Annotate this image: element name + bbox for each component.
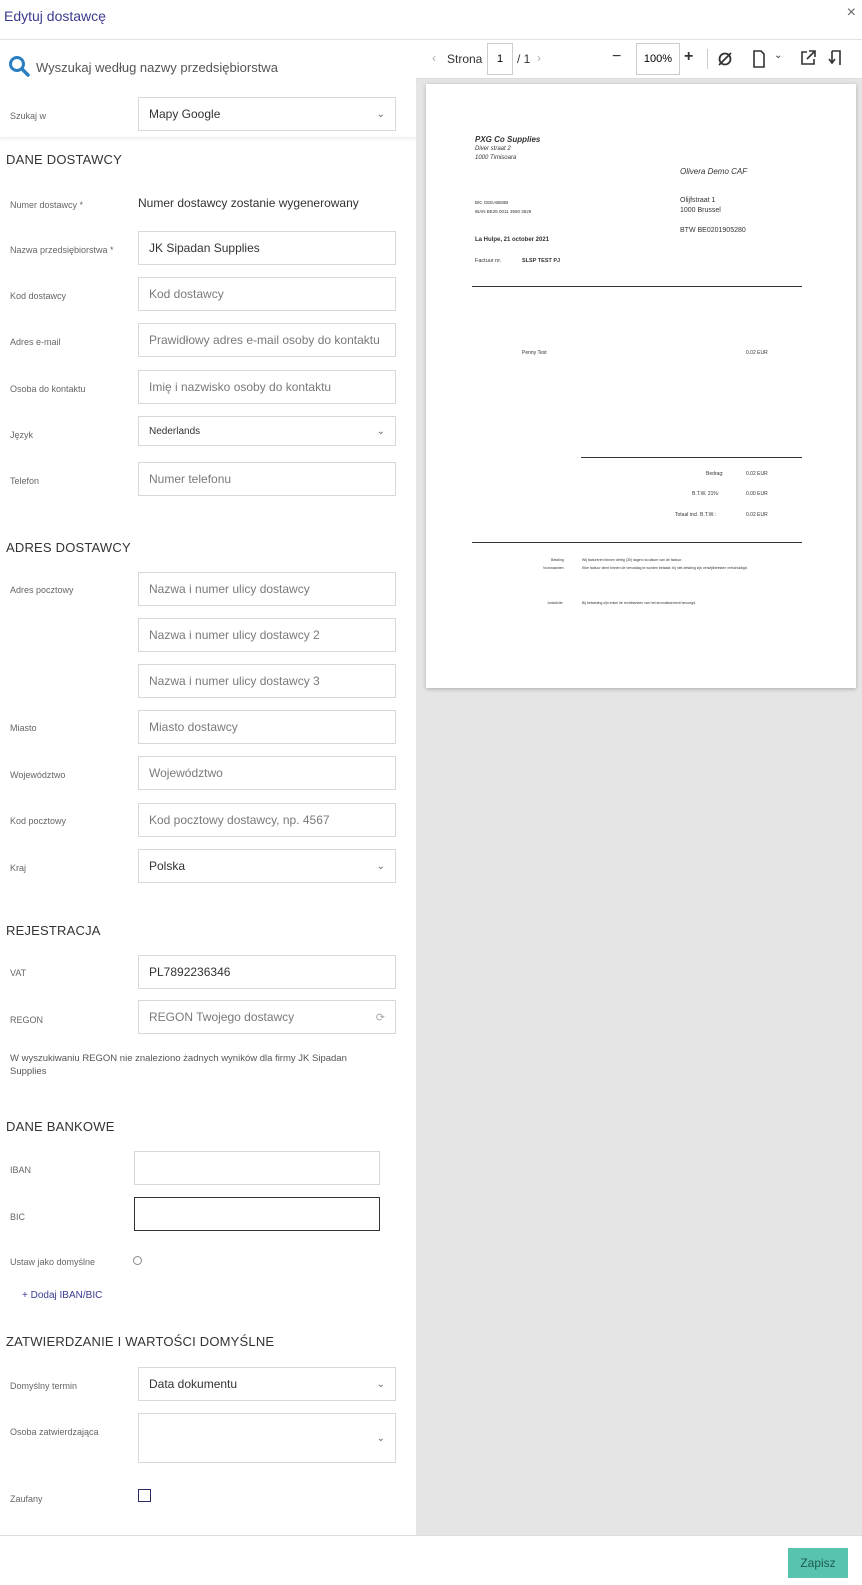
country-select[interactable] [138,849,396,883]
regon-note: W wyszukiwaniu REGON nie znaleziono żadnych wyników dla firmy JK Sipadan Supplies [10,1053,347,1077]
supplier-form [0,41,416,1535]
refresh-icon[interactable]: ⟳ [375,1011,385,1024]
phone-label: Telefon [10,476,40,486]
supplier-code-input[interactable] [138,277,396,311]
approver-label: Osoba zatwierdzająca [10,1427,99,1437]
approval-section-title: ZATWIERDZANIE I WARTOŚCI DOMYŚLNE [6,1334,275,1349]
invoice-sender-city: 1000 Timisoara [475,155,517,161]
search-scope-select[interactable] [138,97,396,131]
company-search-input[interactable] [36,56,396,78]
invoice-sender-street: Diver straat 2 [475,146,511,152]
iban-input[interactable] [134,1151,380,1185]
contact-label: Osoba do kontaktu [10,384,86,394]
terms-label-conditions: Voorwaarden [543,566,564,570]
invoice-totals-divider [581,457,802,458]
page-input[interactable] [487,43,513,75]
default-radio[interactable] [133,1256,142,1265]
invoice-number: SLSP TEST PJ [522,258,561,264]
regon-placeholder: REGON Twojego dostawcy [149,1010,295,1024]
iban-label: IBAN [10,1165,32,1175]
next-page-icon[interactable]: › [537,51,541,65]
language-label: Język [10,430,34,440]
zoom-input[interactable] [636,43,680,75]
zoom-in-icon[interactable]: + [684,48,694,65]
regon-field[interactable] [138,1000,396,1034]
invoice-divider [472,286,802,287]
country-value: Polska [149,859,186,873]
zip-label: Kod pocztowy [10,816,67,826]
chevron-down-icon[interactable]: ⌄ [774,50,783,61]
language-value: Nederlands [149,425,201,437]
contact-input[interactable] [138,370,396,404]
invoice-page [426,84,856,688]
bank-section-title: DANE BANKOWE [6,1119,115,1134]
zip-input[interactable] [138,803,396,837]
terms-text-jurisdiction: Bij betwisting zijn enkel de rechtbanken van het arrondissement bevoegd. [582,601,697,605]
zoom-out-icon[interactable]: − [612,48,622,65]
supplier-number-value: Numer dostawcy zostanie wygenerowany [138,196,359,210]
vat-label: VAT [10,968,27,978]
chevron-down-icon: ⌄ [376,860,385,872]
page-total: / 1 [517,52,531,66]
supplier-number-label: Numer dostawcy * [10,200,84,210]
invoice-bic: BIC GEEABEBB [475,200,509,205]
prev-page-icon[interactable]: ‹ [432,51,436,65]
chevron-down-icon: ⌄ [376,1432,385,1444]
company-name-label: Nazwa przedsiębiorstwa * [10,245,114,255]
approver-select[interactable] [138,1413,396,1463]
terms-label-jurisdiction: Jurisdictie [547,601,563,605]
default-term-value: Data dokumentu [149,1377,238,1391]
street1-input[interactable] [138,572,396,606]
supplier-code-label: Kod dostawcy [10,291,67,301]
chevron-down-icon: ⌄ [376,425,385,437]
page-label: Strona [447,52,483,66]
default-term-label: Domyślny termin [10,1381,78,1391]
phone-input[interactable] [138,462,396,496]
email-input[interactable] [138,323,396,357]
invoice-recipient-city: 1000 Brussel [680,207,721,214]
city-label: Miasto [10,723,37,733]
postal-address-label: Adres pocztowy [10,585,74,595]
dialog-header [0,0,862,40]
toolbar-divider [707,49,708,69]
invoice-total-label: Totaal incl. B.T.W.: [675,512,716,518]
add-iban-link[interactable]: + Dodaj IBAN/BIC [22,1290,103,1301]
chevron-down-icon: ⌄ [376,1378,385,1390]
document-preview [416,41,862,1535]
street3-input[interactable] [138,664,396,698]
street2-input[interactable] [138,618,396,652]
chevron-down-icon: ⌄ [376,108,385,120]
invoice-date: La Hulpe, 21 october 2021 [475,237,550,243]
invoice-iban: IBAN BE26 0011 3550 3529 [475,209,532,214]
default-term-select[interactable] [138,1367,396,1401]
rotate-icon[interactable] [828,49,844,67]
company-search [0,41,416,138]
invoice-vat-value: 0.00 EUR [746,491,768,497]
regon-label: REGON [10,1015,44,1025]
trusted-label: Zaufany [10,1494,43,1504]
search-scope-value: Mapy Google [149,107,221,121]
invoice-item-desc: Penny Test [522,350,547,356]
terms-text-payment: Wij factureren binnen dertig (30) dagen na datum van de factuur. [582,558,683,562]
open-external-icon[interactable] [799,49,817,67]
invoice-terms-divider [472,542,802,543]
address-section-title: ADRES DOSTAWCY [6,540,131,555]
terms-label-payment: Betaling [551,558,564,562]
invoice-subtotal-label: Bedrag: [706,471,724,477]
province-input[interactable] [138,756,396,790]
invoice-subtotal-value: 0.02 EUR [746,471,768,477]
invoice-recipient-vat: BTW BE0201905280 [680,227,746,234]
invoice-recipient-street: Olijfstraat 1 [680,197,716,204]
terms-text-conditions: Elke factuur dient binnen de vervaldag te worden betaald; bij niet-betaling zijn verwijlintresten verschuldigd. [582,566,748,570]
invoice-sender-name: PXG Co Supplies [475,135,541,144]
trusted-checkbox[interactable] [138,1489,151,1502]
registration-section-title: REJESTRACJA [6,923,101,938]
bic-label: BIC [10,1212,26,1222]
invoice-total-value: 0.02 EUR [746,512,768,518]
invoice-recipient-name: Olivera Demo CAF [680,167,748,176]
company-name-input[interactable] [138,231,396,265]
viewer-toolbar [416,41,862,79]
supplier-section-title: DANE DOSTAWCY [6,152,122,167]
document-icon[interactable] [752,50,766,68]
city-input[interactable] [138,710,396,744]
default-label: Ustaw jako domyślne [10,1257,96,1267]
dialog-footer [0,1535,862,1585]
annotation-toggle-icon[interactable] [717,51,733,67]
language-select[interactable] [138,416,396,446]
province-label: Województwo [10,770,66,780]
vat-input[interactable] [138,955,396,989]
invoice-number-label: Factuur nr. [475,258,502,264]
invoice-item-amount: 0.02 EUR [746,350,768,356]
bic-input[interactable] [134,1197,380,1231]
close-icon[interactable]: × [846,4,856,21]
country-label: Kraj [10,863,27,873]
email-label: Adres e-mail [10,337,61,347]
search-icon [8,55,30,77]
dialog-title: Edytuj dostawcę [4,8,106,24]
invoice-vat-label: B.T.W. 21%: [692,491,720,497]
save-button[interactable]: Zapisz [788,1548,848,1578]
search-scope-label: Szukaj w [10,111,47,121]
